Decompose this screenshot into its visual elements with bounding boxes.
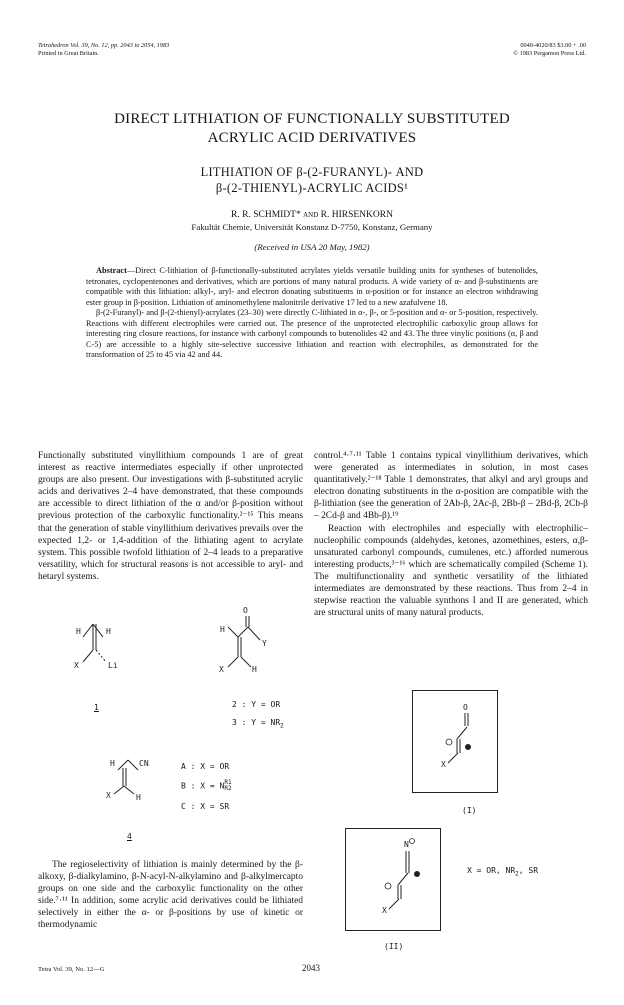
s1-li: Li: [108, 661, 118, 670]
left-p2: The regioselectivity of lithiation is mainly determined by the β-alkoxy, β-dialkylamino, β-N-acyl-N-alkylamino and β-alkylmercapto groups on one side and the carboxylic functionality on the other side.⁷·¹¹ In addition, some acrylic acid derivatives could be lithiated selectively in either the α- or β-positions by use of kinetic or thermodynamic: [38, 860, 303, 931]
left-column-bottom: [38, 859, 303, 932]
abstract-p2: β-(2-Furanyl)- and β-(2-thienyl)-acrylates (23–30) were directly C-lithiated in α-, β-, or 5-position and α- or 5-position, respectively. Reactions with different electrophiles were carried out. The presence of the unprotected electrophilic carboxylic group allows for interesting ring closure reactions, for instance with carbonyl compounds to butenolides 42 and 43. The three vinylic positions (α, β and C-5) are accessible to a highly site-selective successive lithiation and reaction with electrophiles, as demonstrated for the transformation of 25 to 45 via 42 and 44.: [86, 308, 538, 359]
copyright-line: © 1983 Pergamon Press Ltd.: [513, 50, 586, 57]
abstract-label: Abstract: [96, 266, 127, 275]
svg-text:N: N: [404, 840, 409, 849]
subtitle-line-2: β-(2-THIENYL)-ACRYLIC ACIDS¹: [215, 181, 409, 195]
s2-y: Y: [262, 639, 267, 648]
footer-volume: Tetra Vol. 39, No. 12—G: [38, 966, 105, 973]
structure-4-label: 4: [127, 832, 132, 841]
author-block: [60, 209, 564, 253]
svg-text:X: X: [441, 760, 446, 769]
issn-code: 0040-4020/83 $3.00 + .00: [520, 42, 586, 49]
option-a: A : X = OR: [181, 762, 230, 771]
structure-2-label: 2 : Y = OR: [232, 700, 281, 709]
synthon-I-label: (I): [462, 806, 477, 815]
subtitle-line-1: LITHIATION OF β-(2-FURANYL)- AND: [200, 165, 424, 179]
s2-o: O: [243, 606, 248, 615]
synthon-II-label: (II): [384, 942, 404, 951]
right-p1: control.⁴·⁷·¹¹ Table 1 contains typical vinyllithium derivatives, which were generated as intermediates in solution, in most cases quantitatively.²⁻¹⁸ Table 1 demonstrates, that alkyl and aryl groups and electron donating substituents in the α-position are compatible with the β-lithiation (see the generation of 2Ab-β, 2Ac-β, 2Bb-β – 2Bd-β, 2Cb-β – 2Cd-β and 4Bb-β).¹⁹: [314, 451, 588, 522]
received-date: (Received in USA 20 May, 1982): [254, 242, 370, 252]
option-c: C : X = SR: [181, 802, 230, 811]
synthon-x-definition: X = OR, $NR_2$, SR: [467, 866, 539, 878]
publisher-info: [513, 42, 586, 58]
author-names: R. R. SCHMIDT* and R. HIRSENKORN: [231, 210, 393, 220]
synthon-II-box: [345, 828, 441, 931]
journal-citation: [38, 42, 169, 58]
structure-1-label: 1: [94, 703, 99, 712]
s4-x: X: [106, 791, 111, 800]
s1-h-right: H: [106, 627, 111, 636]
right-p2: Reaction with electrophiles and especially with electrophilic–nucleophilic compounds (aldehydes, ketones, azomethines, esters, α,β-unsaturated carbonyl compounds, cumulenes, etc.) afforded numerous interesting products,³⁻¹⁶ which are schematically compiled (Scheme 1). The multifunctionality and synthetic versatility of the lithiated intermediates are demonstrated by these reactions. Thus from 2–4 in stepwise reaction the valuable synthons I and II are generated, which are structural units of many natural products.: [314, 523, 588, 619]
s2-h2: H: [252, 665, 257, 674]
s1-h-left: H: [76, 627, 81, 636]
paper-subtitle: [60, 164, 564, 196]
s4-h2: H: [136, 793, 141, 802]
paper-title: [40, 110, 584, 148]
abstract-p1: —Direct C-lithiation of β-functionally-substituted acrylates yields versatile building units for syntheses of butenolides, tetronates, cyclopentenones and derivatives, which are portions of many natural products. A wide variety of α- and β-substituents are compatible with this lithiation: alkyl-, aryl- and electron donating substituents in α-position or for instance an electron withdrawing ester group in β-position. Lithiation of aminomethylene malonitrile derivative 17 led to a new azafulvene 18.: [86, 266, 538, 307]
title-line-2: ACRYLIC ACID DERIVATIVES: [207, 130, 417, 146]
abstract: [86, 266, 538, 361]
svg-text:O: O: [463, 703, 468, 712]
synthon-I-box: [412, 690, 498, 793]
title-line-1: DIRECT LITHIATION OF FUNCTIONALLY SUBSTITUTED: [114, 111, 510, 127]
s4-cn: CN: [139, 759, 149, 768]
option-b: B : X = N R1 R2: [181, 779, 232, 792]
left-column-top: [38, 450, 303, 583]
s2-h: H: [220, 625, 225, 634]
svg-text:X: X: [382, 906, 387, 915]
page-number: 2043: [302, 963, 320, 973]
s1-x: X: [74, 661, 79, 670]
synthon-I-structure: [413, 691, 497, 792]
synthon-II-structure: [346, 829, 440, 930]
structure-3-label: 3 : $Y = NR_2$: [232, 718, 284, 730]
journal-line: Tetrahedron Vol. 39, No. 12, pp. 2043 to 2054, 1983: [38, 42, 170, 49]
s2-x: X: [219, 665, 224, 674]
printed-line: Printed in Great Britain.: [38, 50, 99, 57]
right-column: [314, 450, 588, 619]
s4-h: H: [110, 759, 115, 768]
left-p1: Functionally substituted vinyllithium compounds 1 are of great interest as reactive intermediates especially if other unprotected groups are also present. Our investigations with β-substituted acrylic acids and derivatives 2–4 have demonstrated, that these compounds are accessible to direct lithiation of the α and/or β-position without previous protection of the carboxylic functionality.²⁻¹⁵ This means that the generation of stable vinyllithium derivatives prevails over the expected 1,2- or 1,4-addition of the lithiating agent to acrylate system. This possible twofold lithiation of 2–4 leads to a preparative versatility, which for structural reasons is not accessible to aryl- and hetaryl systems.: [38, 451, 303, 582]
affiliation: Fakultät Chemie, Universität Konstanz D-7750, Konstanz, Germany: [191, 222, 433, 232]
